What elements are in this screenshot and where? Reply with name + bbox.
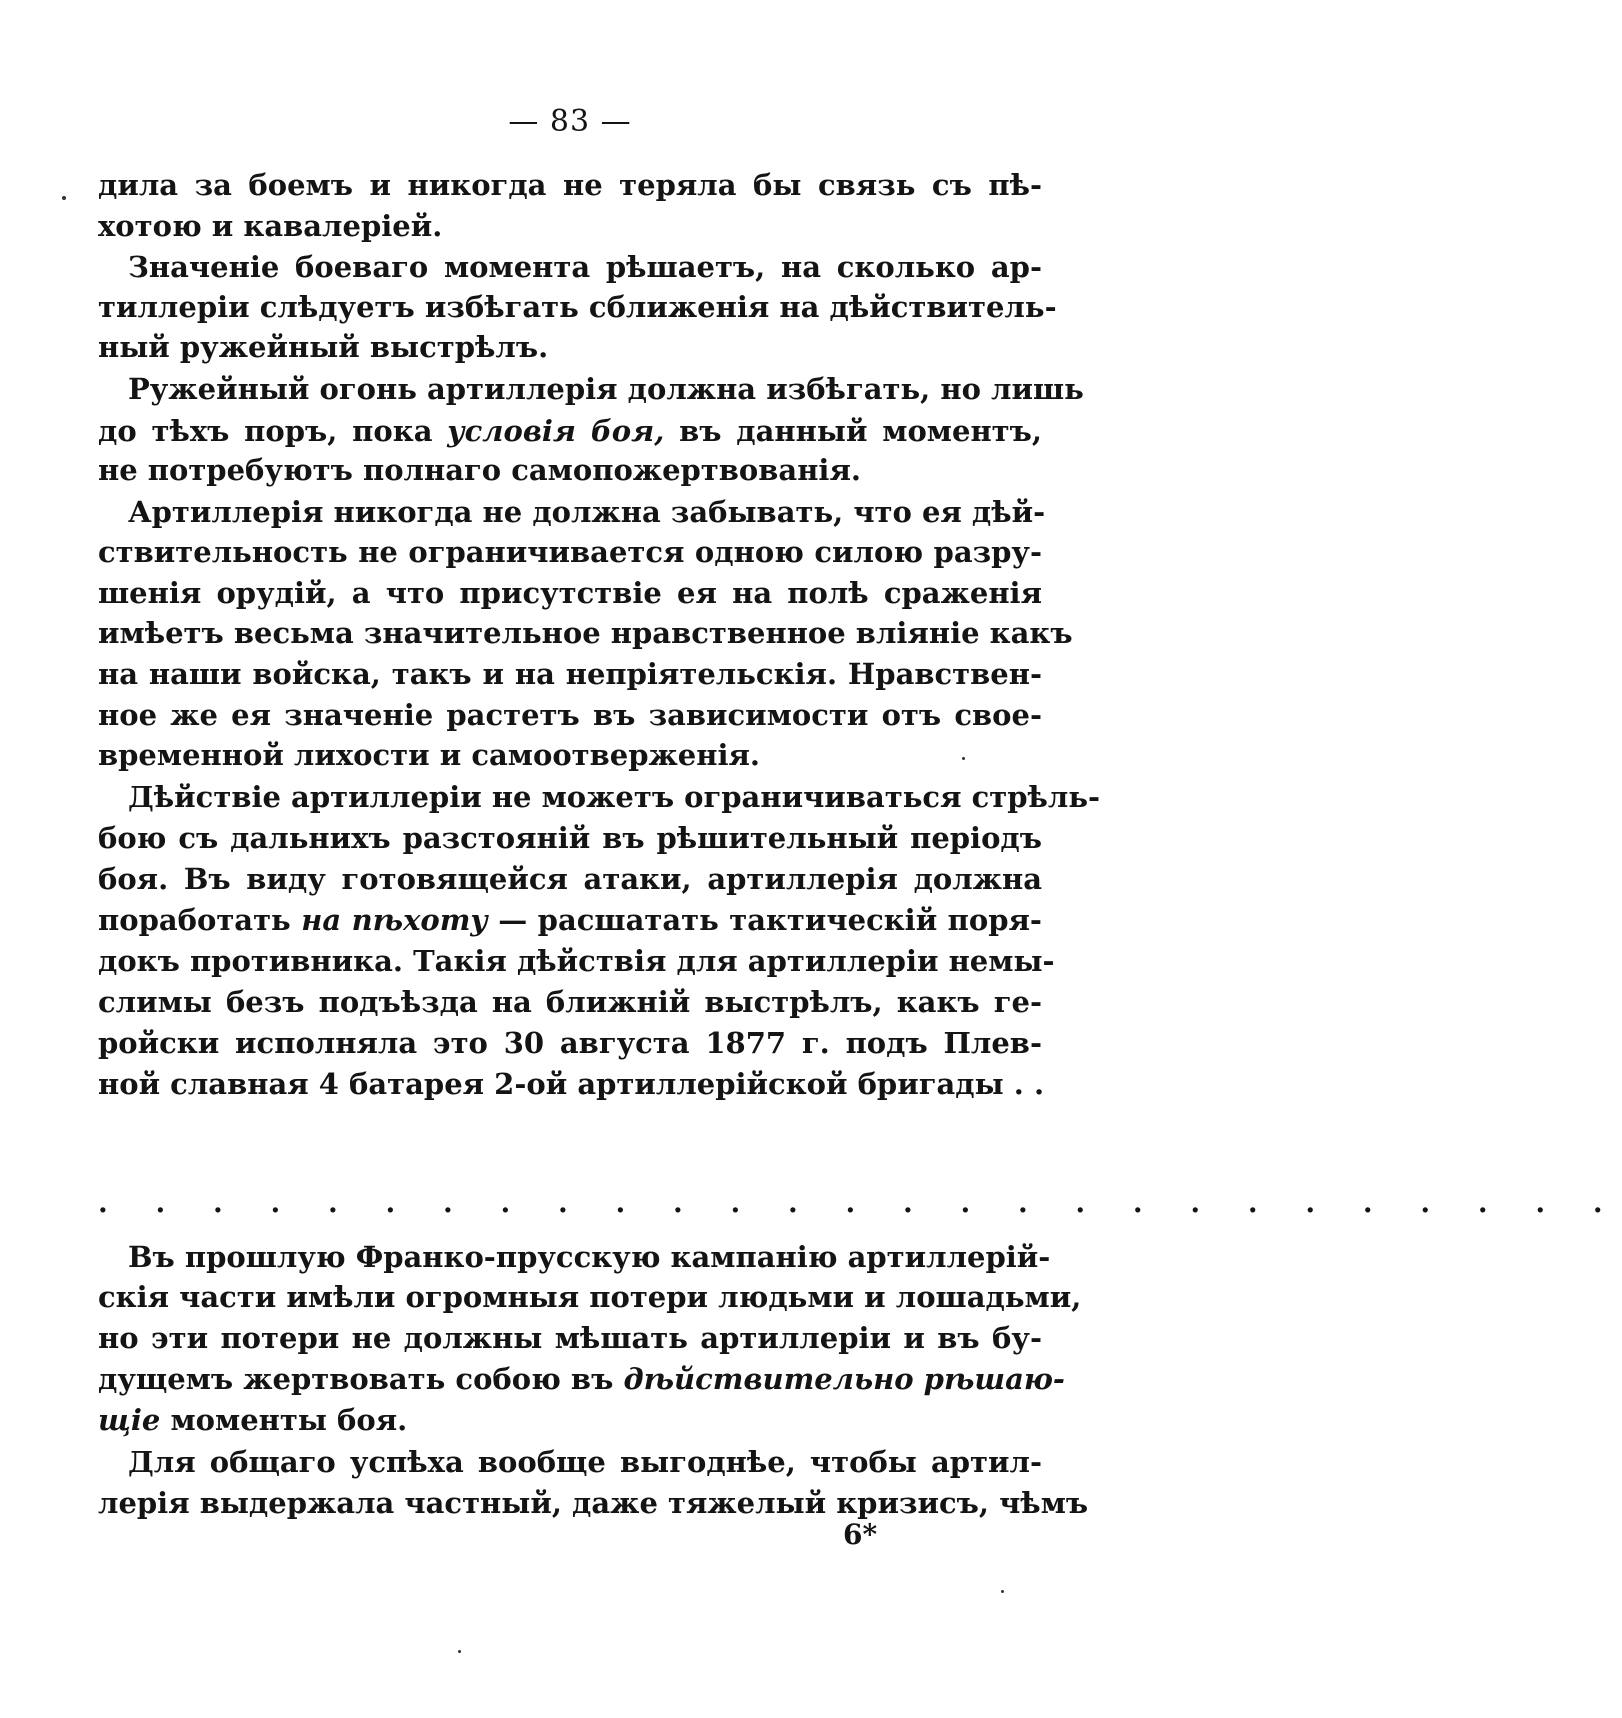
ink-speck bbox=[458, 1650, 461, 1653]
text-line: боя. Въ виду готовящейся атаки, артиллерія должна bbox=[98, 862, 1042, 896]
text-run: до тѣхъ поръ, пока bbox=[98, 414, 448, 448]
text-line: ное же ея значеніе растетъ въ зависимости отъ свое- bbox=[98, 698, 1042, 732]
text-line bbox=[98, 1358, 1065, 1400]
text-line: Артиллерія никогда не должна забывать, что ея дѣй- bbox=[128, 495, 1046, 529]
text-line: не потребуютъ полнаго самопожертвованія. bbox=[98, 453, 861, 487]
text-line: Дѣйствіе артиллеріи не можетъ ограничиваться стрѣль- bbox=[128, 780, 1101, 814]
text-line: ной славная 4 батарея 2-ой артиллерійской бригады . . bbox=[98, 1067, 1045, 1101]
ink-speck bbox=[962, 757, 965, 760]
text-line: Въ прошлую Франко-прусскую кампанію артиллерій- bbox=[128, 1240, 1051, 1274]
text-line: тиллеріи слѣдуетъ избѣгать сближенія на дѣйствитель- bbox=[98, 290, 1057, 324]
text-line: ный ружейный выстрѣлъ. bbox=[98, 330, 549, 364]
text-line: бою съ дальнихъ разстояній въ рѣшительный періодъ bbox=[98, 821, 1042, 855]
text-line: лерія выдержала частный, даже тяжелый кризисъ, чѣмъ bbox=[98, 1486, 1089, 1520]
text-line: имѣетъ весьма значительное нравственное вліяніе какъ bbox=[98, 616, 1073, 650]
text-line: временной лихости и самоотверженія. bbox=[98, 738, 761, 772]
text-run: въ данный моментъ, bbox=[664, 414, 1042, 448]
italic-emphasis: дѣйствительно рѣшаю- bbox=[623, 1362, 1065, 1396]
ellipsis-row: . . . . . . . . . . . . . . . . . . . . . . . . . . . bbox=[98, 1186, 1622, 1219]
signature-mark: 6* bbox=[843, 1518, 878, 1551]
text-line: докъ противника. Такія дѣйствія для артиллеріи немы- bbox=[98, 944, 1055, 978]
text-run: дущемъ жертвовать собою въ bbox=[98, 1362, 624, 1396]
ink-speck bbox=[1001, 1590, 1004, 1593]
text-line: но эти потери не должны мѣшать артиллеріи и въ бу- bbox=[98, 1321, 1042, 1355]
text-line: дила за боемъ и никогда не теряла бы связь съ пѣ- bbox=[98, 168, 1042, 202]
text-line: на наши войска, такъ и на непріятельскія. Нравствен- bbox=[98, 657, 1042, 691]
page-number: — 83 — bbox=[508, 104, 632, 139]
text-line: хотою и кавалеріей. bbox=[98, 209, 443, 243]
italic-emphasis: условія боя, bbox=[447, 414, 665, 448]
text-run: моменты боя. bbox=[160, 1403, 408, 1437]
text-line: Значеніе боеваго момента рѣшаетъ, на сколько ар- bbox=[128, 250, 1042, 284]
ink-speck bbox=[62, 196, 66, 200]
text-line bbox=[98, 899, 1042, 941]
text-line bbox=[98, 1399, 1042, 1441]
text-run: поработать bbox=[98, 903, 302, 937]
text-line: Для общаго успѣха вообще выгоднѣе, чтобы артил- bbox=[128, 1445, 1042, 1479]
text-line: ройски исполняла это 30 августа 1877 г. подъ Плев- bbox=[98, 1026, 1042, 1060]
italic-emphasis: щіе bbox=[98, 1403, 161, 1437]
text-line: Ружейный огонь артиллерія должна избѣгать, но лишь bbox=[128, 372, 1084, 406]
text-line: шенія орудій, а что присутствіе ея на полѣ сраженія bbox=[98, 576, 1042, 610]
text-line: слимы безъ подъѣзда на ближній выстрѣлъ, какъ ге- bbox=[98, 985, 1042, 1019]
text-line bbox=[98, 410, 1042, 452]
text-line: ствительность не ограничивается одною силою разру- bbox=[98, 535, 1042, 569]
text-run: — расшатать тактическій поря- bbox=[487, 903, 1042, 937]
italic-emphasis: на пѣхоту bbox=[301, 903, 488, 937]
text-line: скія части имѣли огромныя потери людьми и лошадьми, bbox=[98, 1280, 1082, 1314]
